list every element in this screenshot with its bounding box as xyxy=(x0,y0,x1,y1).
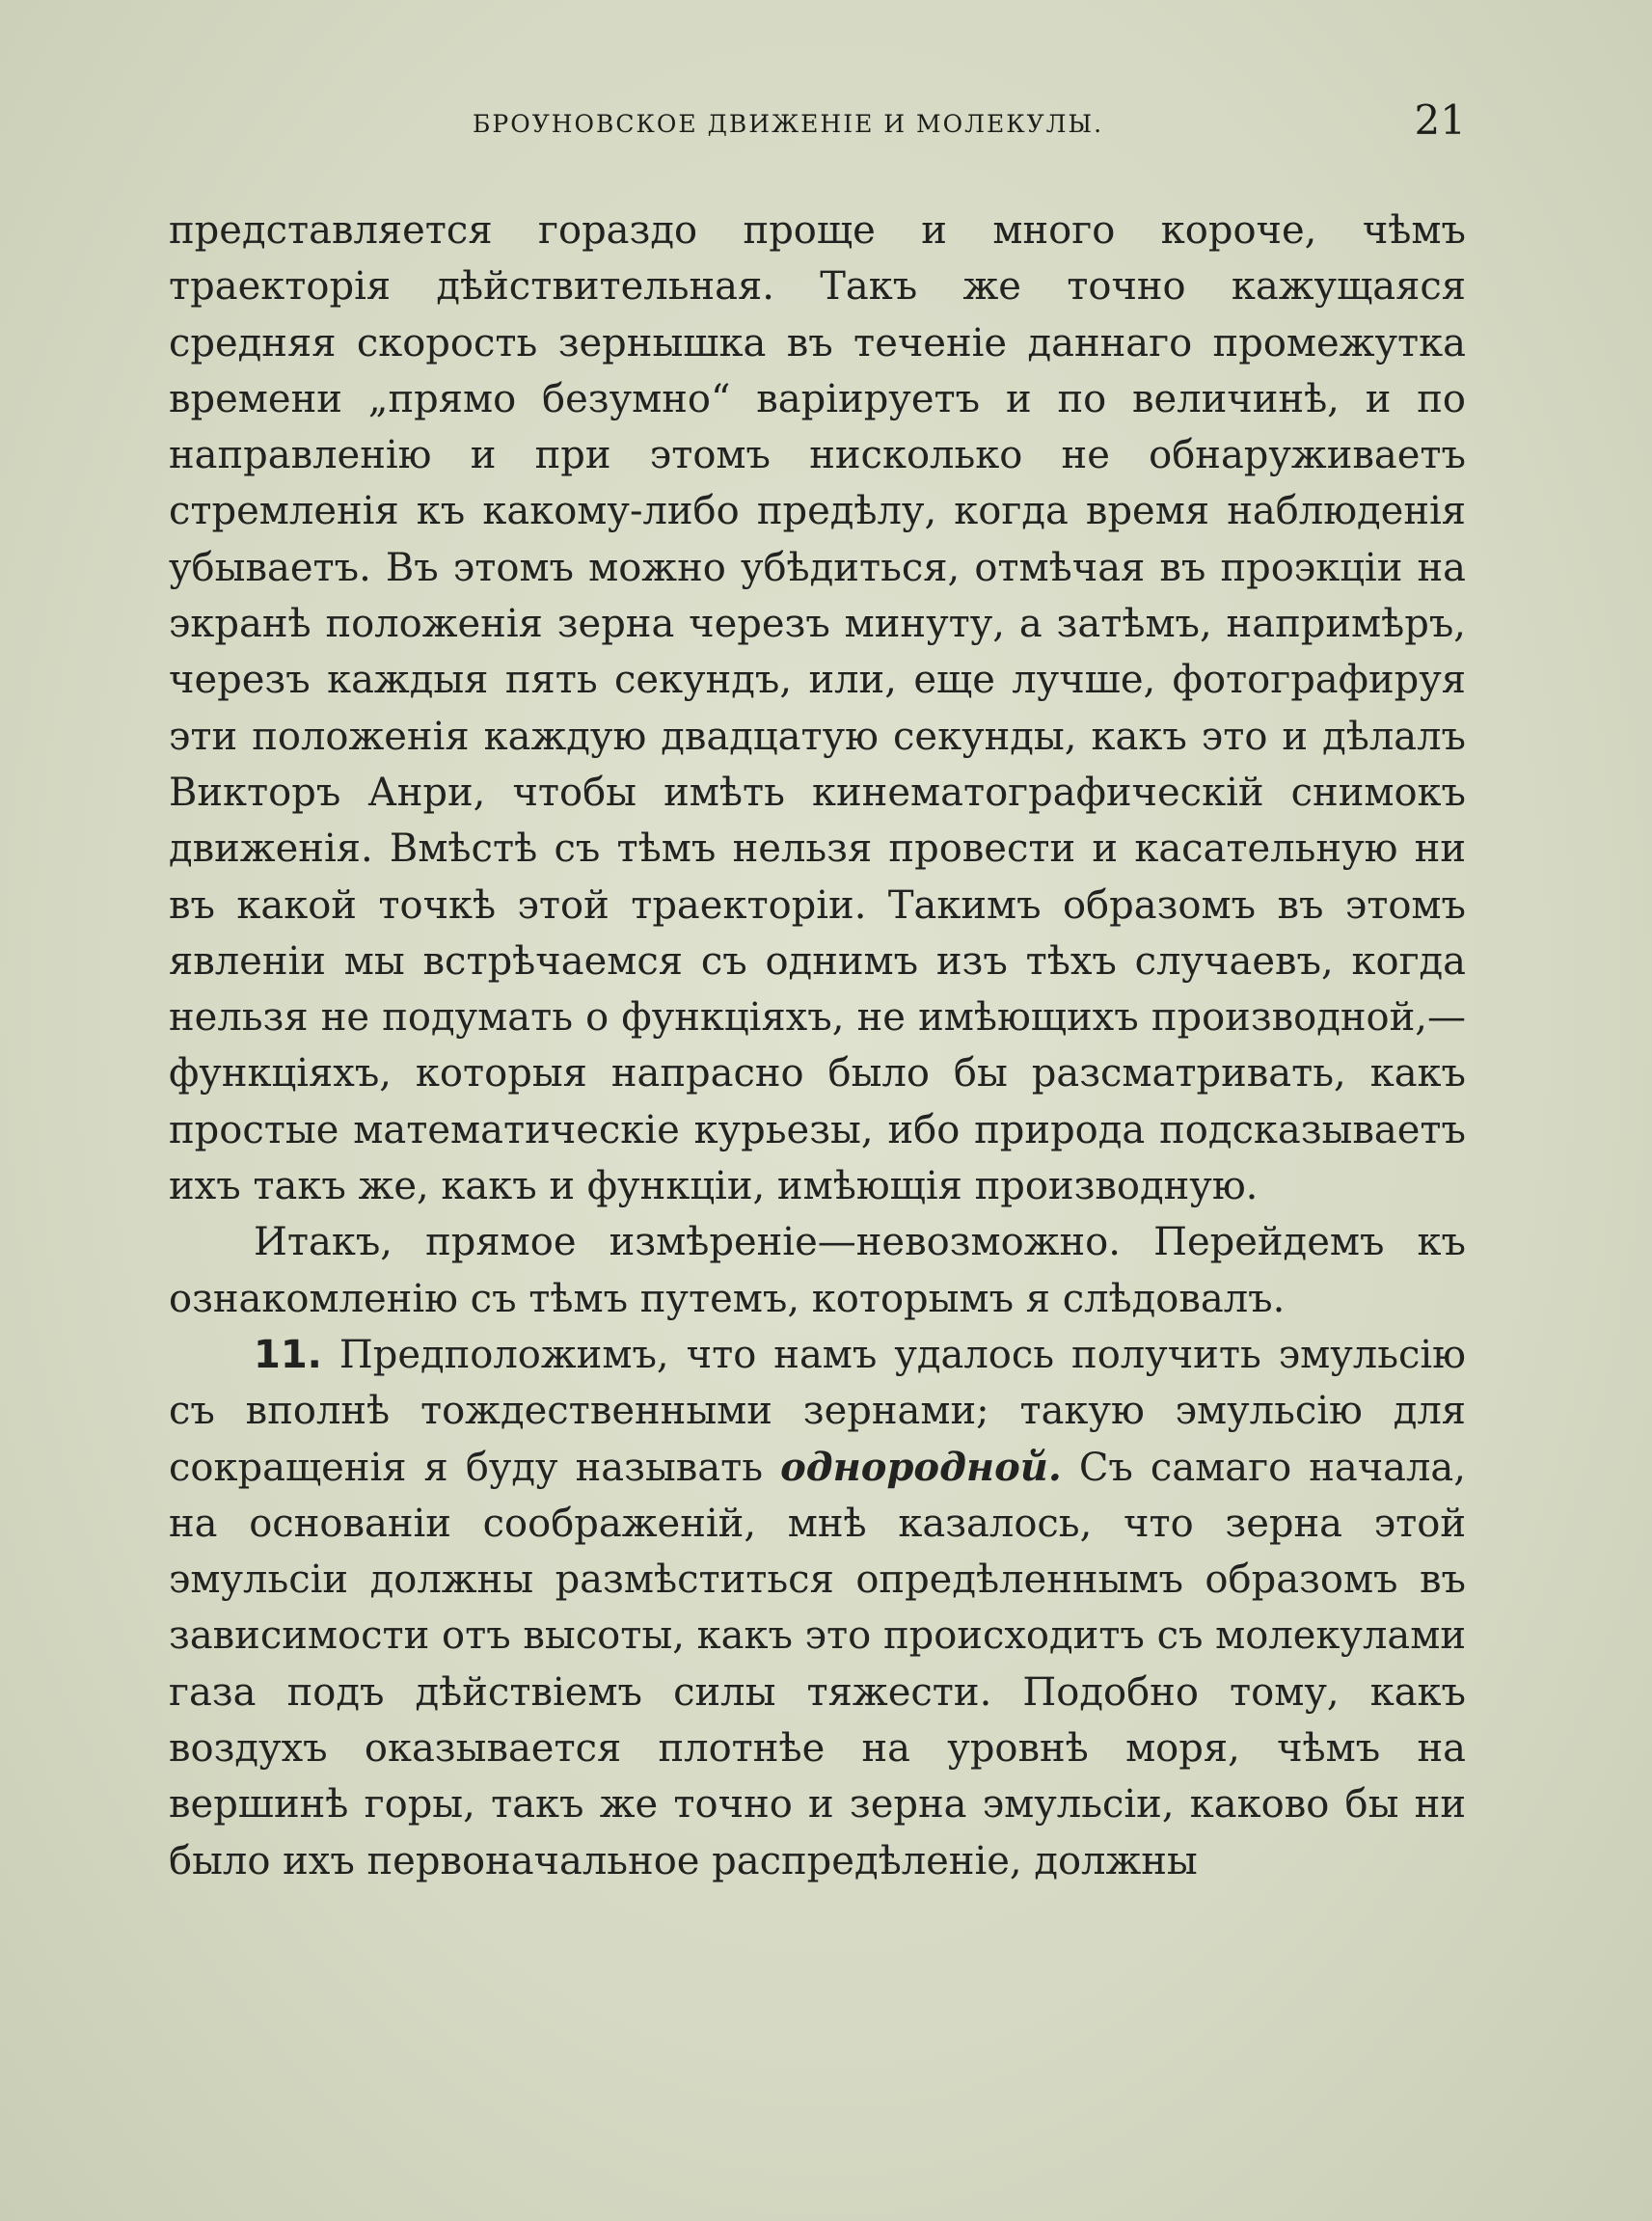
page-header xyxy=(169,96,1466,154)
emphasized-term: однородной. xyxy=(780,1444,1062,1490)
section-paragraph xyxy=(169,1327,1466,1889)
body-text xyxy=(169,203,1466,1889)
paragraph-text: Предположимъ, что намъ удалось получить эмульсію съ вполнѣ тождественными зернами; такую эмульсію для сокращенія я буду называть xyxy=(169,1332,1466,1490)
section-number: 11. xyxy=(254,1332,322,1377)
paragraph: Итакъ, прямое измѣреніе—невозможно. Перейдемъ къ ознакомленію съ тѣмъ путемъ, которымъ я слѣдовалъ. xyxy=(169,1220,1466,1321)
paragraph-continuation: представляется гораздо проще и много короче, чѣмъ траекторія дѣйствительная. Такъ же точно кажущаяся средняя скорость зернышка въ теченіе даннаго промежутка времени „прямо безумно“ варіируетъ и по величинѣ, и по направленію и при этомъ нисколько не обнаруживаетъ стремленія къ какому-либо предѣлу, когда время наблюденія убываетъ. Въ этомъ можно убѣдиться, отмѣчая въ проэкціи на экранѣ положенія зерна черезъ минуту, а затѣмъ, напримѣръ, черезъ каждыя пять секундъ, или, еще лучше, фотографируя эти положенія каждую двадцатую секунды, какъ это и дѣлалъ Викторъ Анри, чтобы имѣть кинематографическій снимокъ движенія. Вмѣстѣ съ тѣмъ нельзя провести и касательную ни въ какой точкѣ этой траекторіи. Такимъ образомъ въ этомъ явленіи мы встрѣчаемся съ однимъ изъ тѣхъ случаевъ, когда нельзя не подумать о функціяхъ, не имѣющихъ производной,—функціяхъ, которыя напрасно было бы разсматривать, какъ простые математическіе курьезы, ибо природа подсказываетъ ихъ такъ же, какъ и функціи, имѣющія производную. xyxy=(169,208,1466,1209)
running-title: БРОУНОВСКОЕ ДВИЖЕНІЕ И МОЛЕКУЛЫ. xyxy=(473,110,1104,138)
page-number: 21 xyxy=(1414,96,1466,144)
paragraph-text: Съ самаго начала, на основаніи соображеній, мнѣ казалось, что зерна этой эмульсіи должны размѣститься опредѣленнымъ образомъ въ зависимости отъ высоты, какъ это происходитъ съ молекулами газа подъ дѣйствіемъ силы тяжести. Подобно тому, какъ воздухъ оказывается плотнѣе на уровнѣ моря, чѣмъ на вершинѣ горы, такъ же точно и зерна эмульсіи, каково бы ни было ихъ первоначальное распредѣленіе, должны xyxy=(169,1445,1466,1883)
